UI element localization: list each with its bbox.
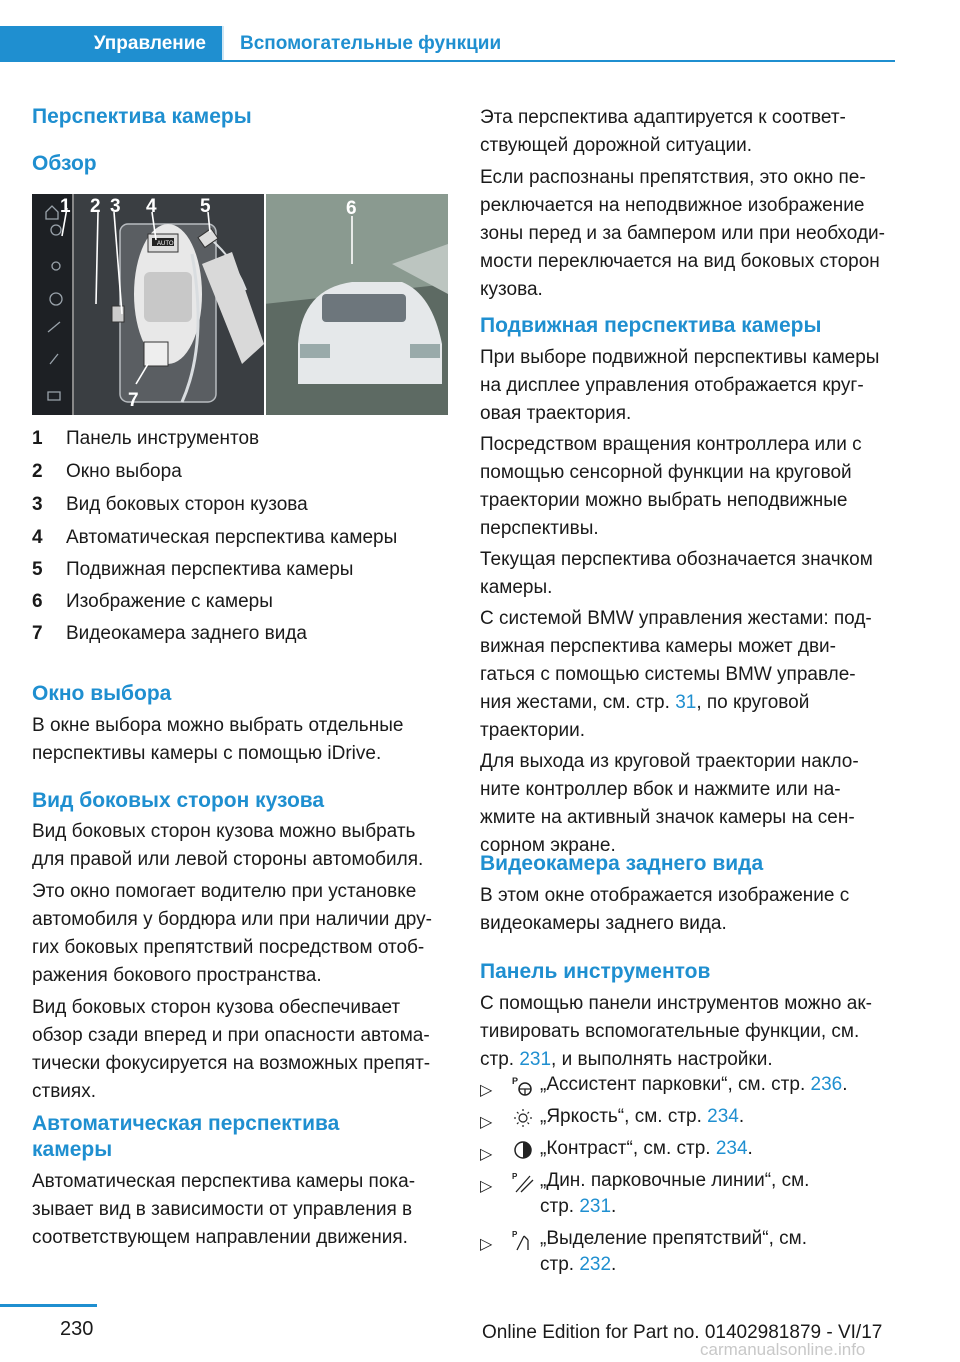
paragraph-line: овая траектория. bbox=[480, 403, 632, 424]
paragraph-line bbox=[480, 689, 809, 717]
svg-text:AUTO: AUTO bbox=[157, 241, 174, 247]
paragraph-line: Вид боковых сторон кузова можно выбрать bbox=[32, 821, 416, 842]
paragraph-line: Если распознаны препятствия, это окно пе‐ bbox=[480, 167, 866, 188]
bullet-text: „Выделение препятствий“, см. bbox=[540, 1228, 808, 1249]
camera-screen-illustration bbox=[32, 194, 448, 415]
legend-num: 3 bbox=[32, 494, 43, 515]
legend-text: Подвижная перспектива камеры bbox=[66, 559, 354, 580]
text-span: „Контраст“, см. стр. bbox=[540, 1138, 716, 1159]
callout-5: 5 bbox=[200, 196, 211, 217]
paragraph-line: перспективы камеры с помощью iDrive. bbox=[32, 743, 382, 764]
text-span: , по круговой bbox=[696, 692, 810, 713]
page-link[interactable]: 234 bbox=[707, 1106, 739, 1127]
callout-4: 4 bbox=[146, 196, 157, 217]
paragraph-line: С системой BMW управления жестами: под‐ bbox=[480, 608, 872, 629]
bullet-text bbox=[540, 1138, 753, 1160]
paragraph-line: видеокамеры заднего вида. bbox=[480, 913, 727, 934]
svg-text:P: P bbox=[512, 1230, 518, 1239]
callout-6: 6 bbox=[346, 198, 357, 219]
section-toolbar-title: Панель инструментов bbox=[480, 960, 711, 983]
paragraph-line: камеры. bbox=[480, 577, 553, 598]
obstacle-marking-icon bbox=[512, 1228, 534, 1252]
legend-num: 4 bbox=[32, 527, 43, 548]
header-underline bbox=[222, 60, 895, 62]
page-link[interactable]: 231 bbox=[519, 1049, 552, 1070]
text-span: „Яркость“, см. стр. bbox=[540, 1106, 708, 1127]
paragraph-line bbox=[480, 1046, 773, 1074]
text-span: стр. bbox=[540, 1254, 580, 1275]
text-span: . bbox=[747, 1138, 753, 1159]
text-span: ния жестами, см. стр. bbox=[480, 692, 676, 713]
paragraph-line: С помощью панели инструментов можно ак‐ bbox=[480, 993, 872, 1014]
paragraph-line: помощью сенсорной функции на круговой bbox=[480, 462, 852, 483]
bullet-marker: ▷ bbox=[480, 1146, 493, 1163]
callout-1: 1 bbox=[60, 196, 71, 217]
legend-num: 6 bbox=[32, 591, 43, 612]
paragraph-line: вижная перспектива камеры может дви‐ bbox=[480, 636, 836, 657]
bullet-marker: ▷ bbox=[480, 1236, 493, 1253]
paragraph-line: зоны перед и за бампером или при необходи‐ bbox=[480, 223, 885, 244]
paragraph-line: Посредством вращения контроллера или с bbox=[480, 434, 862, 455]
paragraph-line: траектории. bbox=[480, 720, 586, 741]
paragraph-line: Эта перспектива адаптируется к соответ‐ bbox=[480, 107, 846, 128]
page-number: 230 bbox=[60, 1318, 94, 1340]
text-span: стр. bbox=[480, 1049, 520, 1070]
text-span: , и выполнять настройки. bbox=[551, 1049, 773, 1070]
paragraph-line: гаться с помощью системы BMW управле‐ bbox=[480, 664, 856, 685]
paragraph-line: кузова. bbox=[480, 279, 543, 300]
footer-rule bbox=[0, 1304, 97, 1307]
legend-num: 1 bbox=[32, 428, 43, 449]
section-sideview-title: Вид боковых сторон кузова bbox=[32, 789, 325, 812]
paragraph-line: Это окно помогает водителю при установке bbox=[32, 881, 417, 902]
bullet-text bbox=[540, 1106, 744, 1128]
svg-text:P: P bbox=[512, 1172, 518, 1181]
section-selection-title: Окно выбора bbox=[32, 682, 172, 705]
paragraph-line: перспективы. bbox=[480, 518, 599, 539]
section-auto-title-line2: камеры bbox=[32, 1138, 113, 1161]
legend-num: 2 bbox=[32, 461, 43, 482]
svg-text:P: P bbox=[512, 1076, 519, 1086]
paragraph-line: В окне выбора можно выбрать отдельные bbox=[32, 715, 404, 736]
camera-screen-svg bbox=[32, 194, 448, 415]
bullet-text: „Дин. парковочные линии“, см. bbox=[540, 1170, 810, 1191]
legend-num: 5 bbox=[32, 559, 43, 580]
paragraph-line: ствиях. bbox=[32, 1081, 96, 1102]
watermark: carmanualsonline.info bbox=[700, 1340, 866, 1359]
section-movable-title: Подвижная перспектива камеры bbox=[480, 314, 822, 337]
page-link[interactable]: 232 bbox=[579, 1254, 612, 1275]
bullet-text-cont bbox=[540, 1196, 616, 1218]
legend-text: Видеокамера заднего вида bbox=[66, 623, 307, 644]
paragraph-line: зывает вид в зависимости от управления в bbox=[32, 1199, 413, 1220]
dynamic-lines-icon bbox=[512, 1170, 534, 1194]
paragraph-line: При выборе подвижной перспективы камеры bbox=[480, 347, 880, 368]
legend-text: Вид боковых сторон кузова bbox=[66, 494, 308, 515]
bullet-marker: ▷ bbox=[480, 1178, 493, 1195]
paragraph-line: на дисплее управления отображается круг‐ bbox=[480, 375, 864, 396]
header-bar bbox=[0, 26, 895, 62]
legend-num: 7 bbox=[32, 623, 43, 644]
paragraph-line: Текущая перспектива обозначается значком bbox=[480, 549, 873, 570]
paragraph-line: Автоматическая перспектива камеры пока‐ bbox=[32, 1171, 416, 1192]
legend-text: Окно выбора bbox=[66, 461, 182, 482]
paragraph-line: траектории можно выбрать неподвижные bbox=[480, 490, 848, 511]
paragraph-line: для правой или левой стороны автомобиля. bbox=[32, 849, 424, 870]
brightness-icon bbox=[512, 1106, 534, 1130]
paragraph-line: Вид боковых сторон кузова обеспечивает bbox=[32, 997, 401, 1018]
paragraph-line: гих боковых препятствий посредством отоб‐ bbox=[32, 937, 425, 958]
tab-assist-functions[interactable]: Вспомогательные функции bbox=[240, 33, 502, 54]
tab-control[interactable] bbox=[0, 26, 222, 62]
paragraph-line: жмите на активный значок камеры на сен‐ bbox=[480, 807, 855, 828]
bullet-marker: ▷ bbox=[480, 1082, 493, 1099]
paragraph-line: тивировать вспомогательные функции, см. bbox=[480, 1021, 860, 1042]
section-overview-title: Обзор bbox=[32, 152, 97, 175]
edition-note: Online Edition for Part no. 01402981879 - VI/17 bbox=[482, 1322, 883, 1343]
page-link[interactable]: 231 bbox=[579, 1196, 612, 1217]
callout-7: 7 bbox=[128, 390, 139, 411]
bullet-marker: ▷ bbox=[480, 1114, 493, 1131]
text-span: . bbox=[738, 1106, 745, 1127]
paragraph-line: соответствующем направлении движения. bbox=[32, 1227, 408, 1248]
park-assist-icon bbox=[512, 1074, 534, 1098]
text-span: „Ассистент парковки“, см. стр. bbox=[540, 1074, 811, 1095]
section-auto-title-line1: Автоматическая перспектива bbox=[32, 1112, 340, 1135]
text-span: . bbox=[611, 1254, 617, 1275]
text-span: . bbox=[842, 1074, 848, 1095]
paragraph-line: В этом окне отображается изображение с bbox=[480, 885, 850, 906]
paragraph-line: ните контроллер вбок и нажмите или на‐ bbox=[480, 779, 841, 800]
text-span: стр. bbox=[540, 1196, 580, 1217]
legend-text: Автоматическая перспектива камеры bbox=[66, 527, 398, 548]
callout-2: 2 bbox=[90, 196, 101, 217]
contrast-icon bbox=[512, 1138, 534, 1162]
callout-3: 3 bbox=[110, 196, 121, 217]
paragraph-line: автомобиля у бордюра или при наличии дру‐ bbox=[32, 909, 432, 930]
bullet-text bbox=[540, 1074, 848, 1096]
legend-text: Изображение с камеры bbox=[66, 591, 273, 612]
page-title: Перспектива камеры bbox=[32, 105, 252, 128]
paragraph-line: мости переключается на вид боковых сторон bbox=[480, 251, 880, 272]
paragraph-line: реключается на неподвижное изображение bbox=[480, 195, 865, 216]
tab-control-label: Управление bbox=[93, 33, 206, 54]
text-span: . bbox=[611, 1196, 617, 1217]
paragraph-line: ствующей дорожной ситуации. bbox=[480, 135, 753, 156]
paragraph-line: сорном экране. bbox=[480, 835, 616, 856]
paragraph-line: ражения бокового пространства. bbox=[32, 965, 322, 986]
paragraph-line: Для выхода из круговой траектории накло‐ bbox=[480, 751, 859, 772]
bullet-text-cont bbox=[540, 1254, 616, 1276]
paragraph-line: обзор сзади вперед и при опасности автома‐ bbox=[32, 1025, 430, 1046]
section-rearcam-title: Видеокамера заднего вида bbox=[480, 852, 764, 875]
page-link[interactable]: 31 bbox=[675, 692, 697, 713]
page-link[interactable]: 234 bbox=[715, 1138, 748, 1159]
page-link[interactable]: 236 bbox=[810, 1074, 843, 1095]
tab-separator bbox=[222, 26, 224, 62]
legend-text: Панель инструментов bbox=[66, 428, 260, 449]
paragraph-line: тически фокусируется на возможных препят‐ bbox=[32, 1053, 431, 1074]
